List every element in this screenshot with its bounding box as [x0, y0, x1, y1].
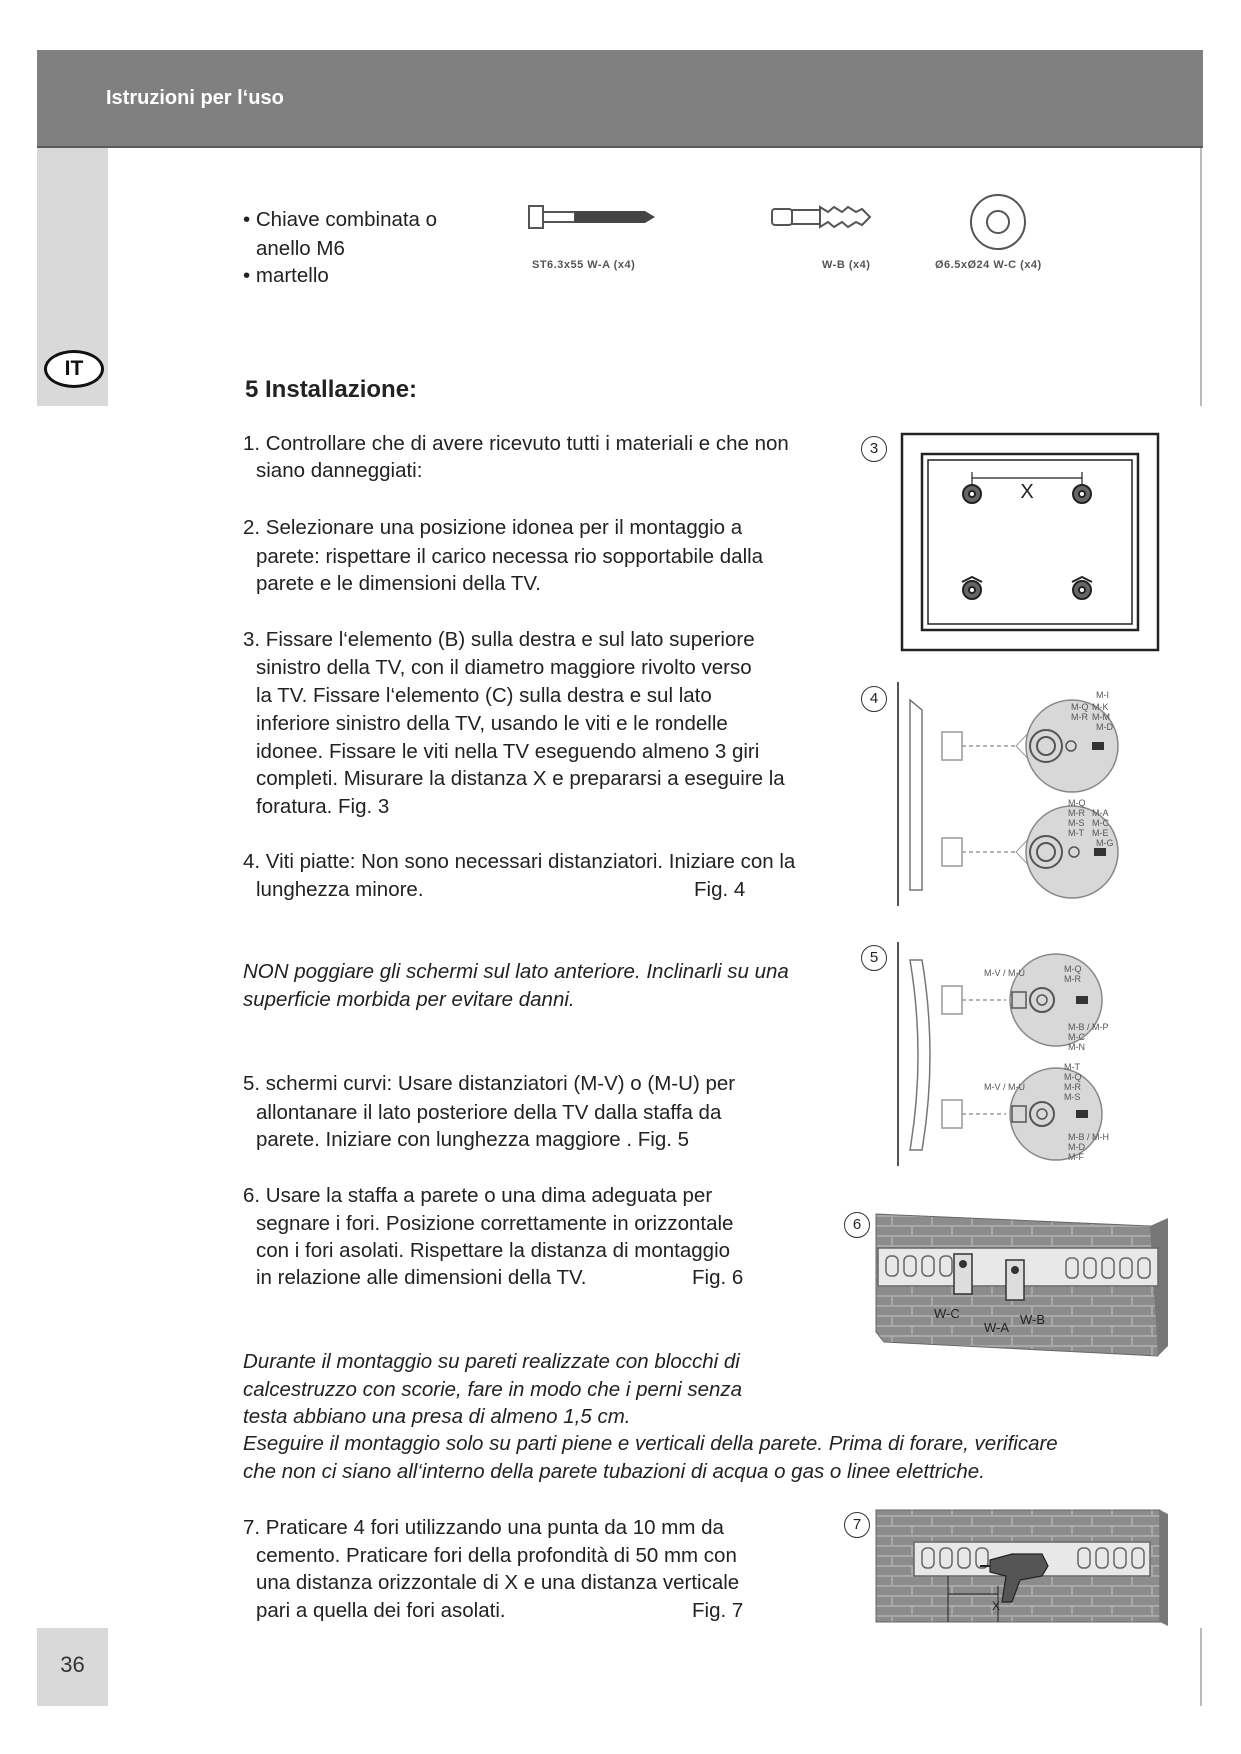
step-7-line: pari a quella dei fori asolati. [256, 1599, 506, 1622]
figure-number: 6 [844, 1212, 870, 1238]
svg-text:M-S: M-S [1064, 1092, 1081, 1102]
fig-ref: Fig. 4 [694, 878, 746, 901]
svg-text:M-R: M-R [1064, 1082, 1081, 1092]
washer-icon [968, 192, 1028, 252]
svg-text:M-Q: M-Q [1064, 1072, 1082, 1082]
hardware-label: Ø6.5xØ24 W-C (x4) [935, 259, 1042, 271]
figure-number: 5 [861, 945, 887, 971]
step-3-line: completi. Misurare la distanza X e prepararsi a eseguire la [256, 767, 785, 790]
step-5-line: 5. schermi curvi: Usare distanziatori (M-V) o (M-U) per [243, 1072, 736, 1095]
step-3-line: idonee. Fissare le viti nella TV eseguendo almeno 3 giri [256, 740, 760, 763]
note-line: che non ci siano all‘interno della parete tubazioni di acqua o gas o linee elettriche. [243, 1460, 985, 1483]
note-line: superficie morbida per evitare danni. [243, 988, 575, 1011]
note-line: Durante il montaggio su pareti realizzate con blocchi di [243, 1350, 740, 1373]
svg-text:W-B: W-B [1020, 1312, 1046, 1327]
figure-number: 4 [861, 686, 887, 712]
step-2-line: parete: rispettare il carico necessa rio sopportabile dalla [256, 545, 764, 568]
step-6-line: segnare i fori. Posizione correttamente in orizzontale [256, 1212, 734, 1235]
svg-text:M-K: M-K [1092, 702, 1109, 712]
svg-text:M-B / M-P: M-B / M-P [1068, 1022, 1109, 1032]
svg-text:M-B / M-H: M-B / M-H [1068, 1132, 1109, 1142]
svg-text:M-S: M-S [1068, 818, 1085, 828]
svg-text:M-M: M-M [1092, 712, 1110, 722]
figure-number: 3 [861, 436, 887, 462]
step-5-line: parete. Iniziare con lunghezza maggiore . Fig. 5 [256, 1128, 690, 1151]
step-4-line: 4. Viti piatte: Non sono necessari distanziatori. Iniziare con la [243, 850, 796, 873]
note-line: testa abbiano una presa di almeno 1,5 cm. [243, 1405, 631, 1428]
svg-text:M-R: M-R [1071, 712, 1088, 722]
margin-rule [1200, 148, 1202, 406]
tool-item: anello M6 [256, 237, 345, 260]
svg-text:M-D: M-D [1096, 722, 1113, 732]
step-6-line: con i fori asolati. Rispettare la distanza di montaggio [256, 1239, 731, 1262]
figure-number: 7 [844, 1512, 870, 1538]
svg-text:M-Q: M-Q [1064, 964, 1082, 974]
svg-text:M-F: M-F [1068, 1152, 1084, 1162]
step-1-line: siano danneggiati: [256, 459, 423, 482]
step-2-line: parete e le dimensioni della TV. [256, 572, 541, 595]
svg-text:M-C: M-C [1092, 818, 1109, 828]
svg-text:W-A: W-A [984, 1320, 1010, 1335]
step-7-line: una distanza orizzontale di X e una distanza verticale [256, 1571, 740, 1594]
note-line: calcestruzzo con scorie, fare in modo che i perni senza [243, 1378, 743, 1401]
figure-4-flat-screws [896, 680, 1196, 910]
screw-icon [527, 200, 657, 234]
svg-text:M-C: M-C [1068, 1032, 1085, 1042]
svg-text:X: X [992, 1599, 1001, 1613]
figure-5-curved-screws [896, 940, 1196, 1170]
svg-text:M-N: M-N [1068, 1042, 1085, 1052]
language-badge: IT [44, 350, 104, 388]
figure-3-tv-back [900, 432, 1160, 652]
hardware-label: W-B (x4) [822, 259, 871, 271]
svg-text:M-G: M-G [1096, 838, 1114, 848]
hardware-label: ST6.3x55 W-A (x4) [532, 259, 636, 271]
figure-7-wall-drilling [872, 1506, 1172, 1630]
x-label: X [1020, 481, 1034, 503]
section-title: 5 Installazione: [245, 376, 418, 403]
note-line: NON poggiare gli schermi sul lato anteriore. Inclinarli su una [243, 960, 789, 983]
svg-text:M-A: M-A [1092, 808, 1109, 818]
svg-text:M-Q: M-Q [1068, 798, 1086, 808]
step-6-line: 6. Usare la staffa a parete o una dima adeguata per [243, 1184, 713, 1207]
wall-plug-icon [770, 200, 880, 234]
svg-text:M-Q: M-Q [1071, 702, 1089, 712]
step-3-line: 3. Fissare l‘elemento (B) sulla destra e sul lato superiore [243, 628, 755, 651]
step-3-line: sinistro della TV, con il diametro maggiore rivolto verso [256, 656, 752, 679]
page-number: 36 [60, 1652, 85, 1677]
step-4-line: lunghezza minore. [256, 878, 424, 901]
svg-text:M-V / M-U: M-V / M-U [984, 968, 1025, 978]
step-5-line: allontanare il lato posteriore della TV dalla staffa da [256, 1101, 722, 1124]
svg-text:M-D: M-D [1068, 1142, 1085, 1152]
figure-6-wall-bracket [872, 1206, 1172, 1358]
step-7-line: 7. Praticare 4 fori utilizzando una punta da 10 mm da [243, 1516, 724, 1539]
svg-text:M-T: M-T [1068, 828, 1084, 838]
svg-text:W-C: W-C [934, 1306, 960, 1321]
note-line: Eseguire il montaggio solo su parti piene e verticali della parete. Prima di forare, verificare [243, 1432, 1058, 1455]
svg-text:M-T: M-T [1064, 1062, 1080, 1072]
svg-text:M-E: M-E [1092, 828, 1109, 838]
step-6-line: in relazione alle dimensioni della TV. [256, 1266, 587, 1289]
fig-ref: Fig. 6 [692, 1266, 744, 1289]
tool-item: • Chiave combinata o [243, 208, 438, 231]
step-3-line: inferiore sinistro della TV, usando le viti e le rondelle [256, 712, 728, 735]
svg-text:M-R: M-R [1064, 974, 1081, 984]
fig-ref: Fig. 7 [692, 1599, 744, 1622]
margin-rule [1200, 1628, 1202, 1706]
step-3-line: la TV. Fissare l‘elemento (C) sulla destra e sul lato [256, 684, 712, 707]
step-3-line: foratura. Fig. 3 [256, 795, 390, 818]
tool-item: • martello [243, 264, 329, 287]
svg-text:M-V / M-U: M-V / M-U [984, 1082, 1025, 1092]
header-title: Istruzioni per l‘uso [106, 87, 284, 109]
step-2-line: 2. Selezionare una posizione idonea per il montaggio a [243, 516, 743, 539]
step-1-line: 1. Controllare che di avere ricevuto tutti i materiali e che non [243, 432, 789, 455]
svg-text:M-R: M-R [1068, 808, 1085, 818]
svg-text:M-I: M-I [1096, 690, 1109, 700]
step-7-line: cemento. Praticare fori della profondità di 50 mm con [256, 1544, 737, 1567]
